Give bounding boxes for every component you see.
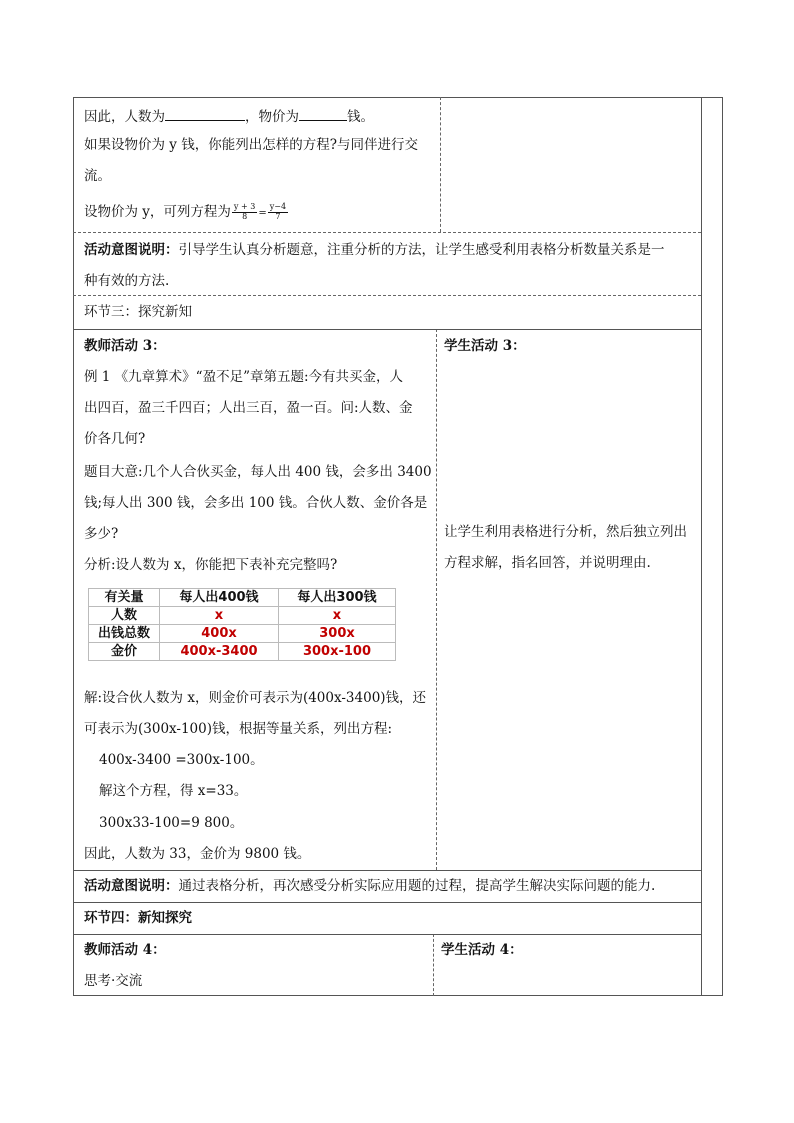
table-header-cell: 有关量 [89, 589, 160, 607]
question-line-cont: 流。 [84, 168, 111, 184]
table-row [89, 643, 396, 661]
table-cell: x [160, 607, 279, 625]
example-text: 出四百，盈三千四百；人出三百，盈一百。问:人数、金 [84, 400, 413, 416]
column-divider [433, 934, 434, 996]
table-cell: 出钱总数 [89, 625, 160, 643]
fraction-right [268, 203, 288, 222]
solution-calc: 300x33-100=9 800。 [99, 815, 244, 831]
right-margin-line [701, 97, 702, 996]
intent-text [84, 244, 665, 258]
intent-body: 引导学生认真分析题意，注重分析的方法，让学生感受利用表格分析数量关系是一 [178, 242, 665, 258]
intent-label: 活动意图说明： [84, 878, 179, 894]
student-activity-text: 方程求解，指名回答，并说明理由. [444, 555, 651, 571]
fraction-left [232, 203, 257, 222]
question-line: 如果设物价为 y 钱，你能列出怎样的方程?与同伴进行交 [84, 137, 418, 153]
blank-price [299, 108, 347, 121]
meaning-text: 多少? [84, 526, 119, 542]
equation-line [84, 203, 289, 222]
solution-step: 解这个方程，得 x=33。 [99, 783, 248, 799]
column-divider [440, 97, 441, 232]
table-header-row [89, 589, 396, 607]
table-cell: x [279, 607, 396, 625]
table-cell: 400x [160, 625, 279, 643]
section-title: 环节三：探究新知 [84, 304, 192, 320]
student-activity-label: 学生活动 4： [441, 942, 523, 958]
intent-text [84, 880, 655, 894]
student-activity-text: 让学生利用表格进行分析，然后独立列出 [444, 524, 687, 540]
table-cell: 300x-100 [279, 643, 396, 661]
intent-text-cont: 种有效的方法. [84, 273, 170, 289]
student-activity-label: 学生活动 3： [444, 338, 526, 354]
example-text: 价各几何? [84, 431, 146, 447]
example-text: 例 1 《九章算术》“盈不足”章第五题:今有共买金，人 [84, 369, 404, 385]
teacher-activity-text: 思考·交流 [84, 973, 143, 989]
solution-text: 解:设合伙人数为 x，则金价可表示为(400x-3400)钱，还 [84, 690, 427, 706]
fraction-right-numerator: y−4 [269, 202, 287, 211]
intent-label: 活动意图说明： [84, 242, 179, 258]
fraction-left-numerator: y + 3 [233, 202, 256, 211]
table-row [89, 625, 396, 643]
row-divider [73, 902, 701, 903]
table-row [89, 607, 396, 625]
result-prefix: 因此，人数为 [84, 109, 165, 125]
table-cell: 金价 [89, 643, 160, 661]
teacher-activity-label: 教师活动 4： [84, 942, 166, 958]
equals-sign: = [258, 207, 267, 219]
table-cell: 400x-3400 [160, 643, 279, 661]
column-divider [436, 329, 437, 870]
row-divider [73, 232, 701, 233]
row-divider [73, 870, 701, 871]
row-divider [73, 295, 701, 296]
solution-text: 可表示为(300x-100)钱，根据等量关系，列出方程: [84, 721, 393, 737]
analysis-text: 分析:设人数为 x，你能把下表补充完整吗? [84, 557, 338, 573]
table-cell: 人数 [89, 607, 160, 625]
table-header-cell: 每人出400钱 [160, 589, 279, 607]
row-divider [73, 934, 701, 935]
equation-prefix: 设物价为 y，可列方程为 [84, 203, 231, 220]
result-line [84, 108, 374, 125]
fraction-left-denominator: 8 [242, 211, 248, 221]
analysis-table [88, 588, 396, 661]
result-mid: ，物价为 [245, 109, 299, 125]
result-suffix: 钱。 [347, 109, 374, 125]
table-header-cell: 每人出300钱 [279, 589, 396, 607]
intent-body: 通过表格分析，再次感受分析实际应用题的过程，提高学生解决实际问题的能力. [178, 878, 656, 894]
row-divider [73, 329, 701, 330]
section-title: 环节四：新知探究 [84, 910, 192, 926]
fraction-right-denominator: 7 [275, 211, 281, 221]
meaning-text: 题目大意:几个人合伙买金，每人出 400 钱，会多出 3400 [84, 464, 432, 480]
blank-people [165, 108, 245, 121]
table-cell: 300x [279, 625, 396, 643]
solution-equation: 400x-3400 =300x-100。 [99, 752, 264, 768]
meaning-text: 钱;每人出 300 钱，会多出 100 钱。合伙人数、金价各是 [84, 495, 428, 511]
solution-answer: 因此，人数为 33，金价为 9800 钱。 [84, 846, 311, 862]
teacher-activity-label: 教师活动 3： [84, 338, 166, 354]
